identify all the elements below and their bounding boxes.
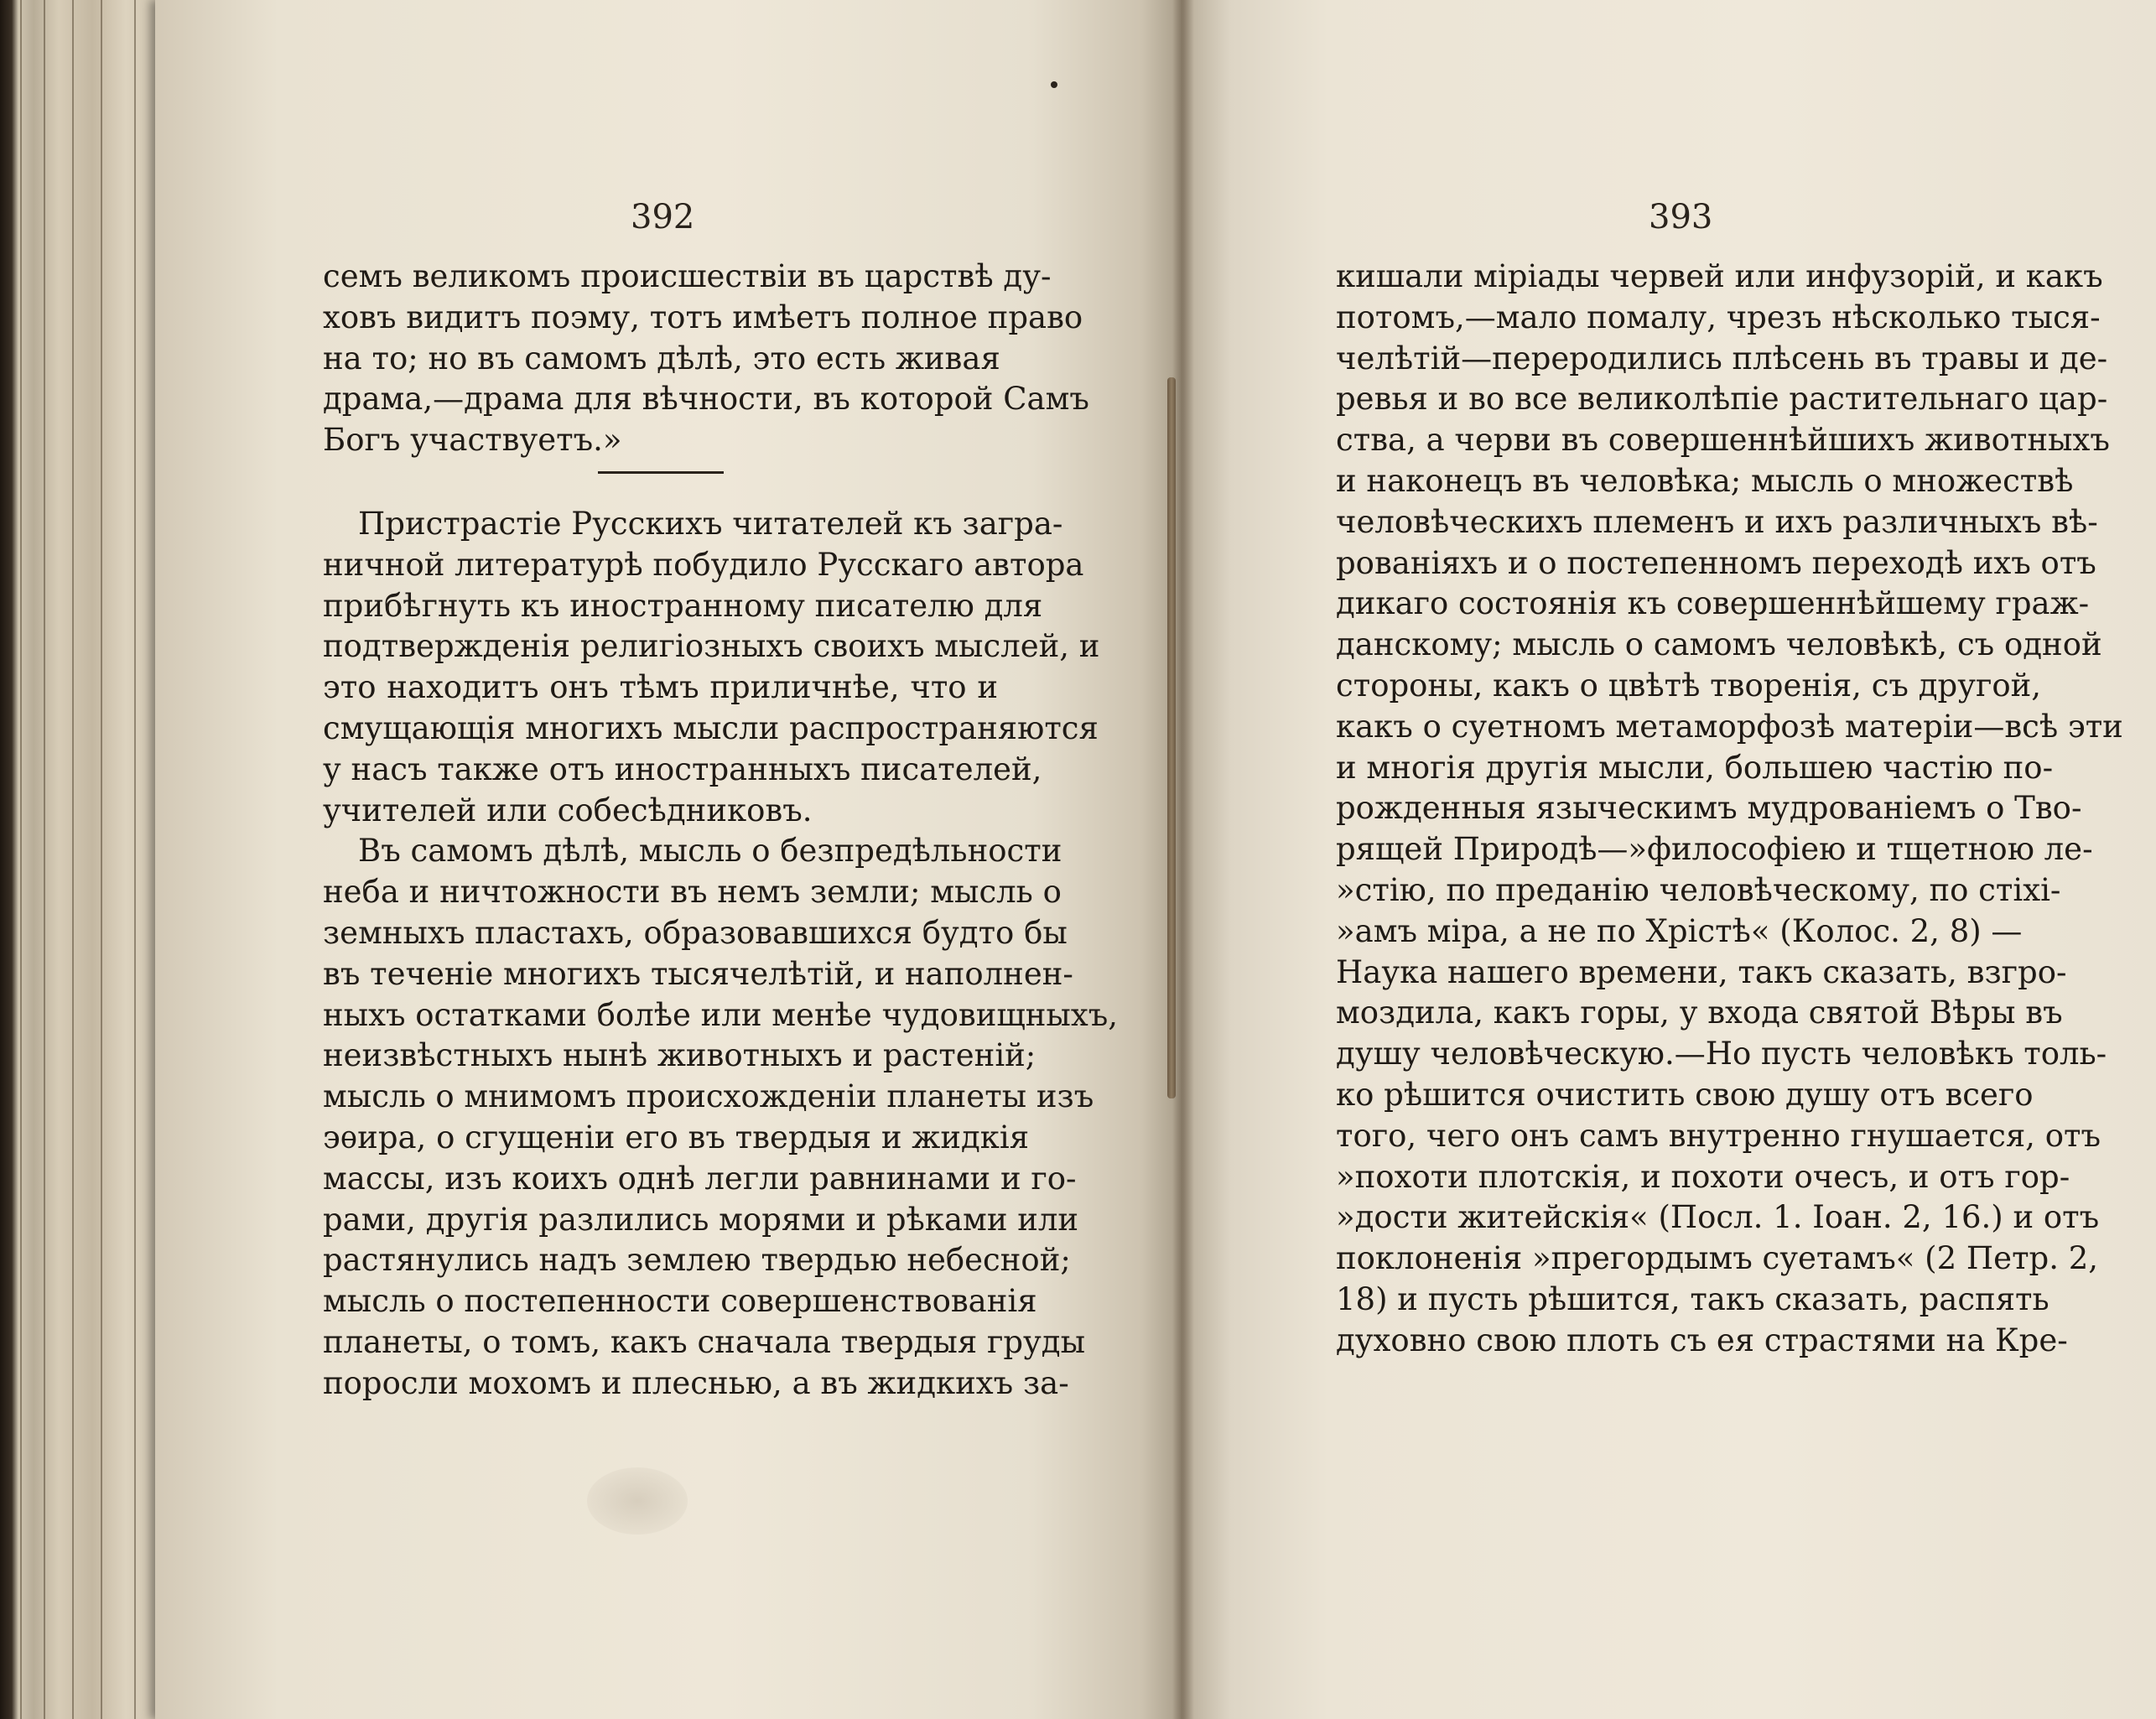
text-line: того, чего онъ самъ внутренно гнушается, отъ (1336, 1117, 2101, 1154)
text-line: мысль о постепенности совершенствованiя (323, 1283, 1037, 1320)
text-line: у насъ также отъ иностранныхъ писателей, (323, 750, 1042, 787)
text-line: 18) и пусть рѣшится, такъ сказать, распять (1336, 1280, 2049, 1317)
text-line: мысль о мнимомъ происхожденiи планеты изъ (323, 1078, 1094, 1115)
section-divider (598, 471, 724, 474)
text-line: рожденныя языческимъ мудрованiемъ о Тво- (1336, 790, 2082, 827)
text-line: человѣческихъ племенъ и ихъ различныхъ вѣ- (1336, 503, 2098, 540)
text-line: поросли мохомъ и плеснью, а въ жидкихъ за- (323, 1364, 1069, 1401)
text-line: и многiя другiя мысли, большею частiю по- (1336, 749, 2054, 786)
text-line: духовно свою плоть съ ея страстями на Кре- (1336, 1322, 2068, 1358)
text-line: ства, а черви въ совершеннѣйшихъ животныхъ (1336, 422, 2110, 459)
right-page-number: 393 (1649, 198, 1713, 236)
text-line: кишали мiрiады червей или инфузорiй, и какъ (1336, 258, 2103, 294)
text-line: рящей Природѣ—»философiею и тщетною ле- (1336, 831, 2093, 868)
text-line: планеты, о томъ, какъ сначала твердыя груды (323, 1323, 1086, 1360)
text-line: ничной литературѣ побудило Русскаго автора (323, 546, 1084, 583)
text-line: драма,—драма для вѣчности, въ которой Самъ (323, 381, 1089, 418)
text-line: ныхъ остатками болѣе или менѣе чудовищныхъ, (323, 996, 1119, 1033)
text-line: ревья и во все великолѣпiе растительнаго цар- (1336, 381, 2108, 418)
text-line: стороны, какъ о цвѣтѣ творенiя, съ другой, (1336, 667, 2042, 704)
right-paragraph (1336, 257, 2123, 1362)
paragraph-2 (323, 504, 1100, 831)
text-line: подтвержденiя религiозныхъ своихъ мыслей, и (323, 628, 1100, 665)
text-line: Въ самомъ дѣлѣ, мысль о безпредѣльности (358, 833, 1062, 870)
text-line: какъ о суетномъ метаморфозѣ матерiи—всѣ эти (1336, 708, 2123, 745)
text-line: рованiяхъ и о постепенномъ переходѣ ихъ отъ (1336, 544, 2096, 581)
right-page-text (1336, 257, 2123, 1362)
text-line: смущающiя многихъ мысли распространяются (323, 709, 1099, 746)
text-line: растянулись надъ землею твердью небесной; (323, 1242, 1071, 1279)
text-line: неба и ничтожности въ немъ земли; мысль о (323, 874, 1062, 911)
text-line: это находитъ онъ тѣмъ приличнѣе, что и (323, 669, 998, 706)
text-line: дикаго состоянiя къ совершеннѣйшему граж- (1336, 585, 2090, 622)
paragraph-3 (323, 831, 1119, 1404)
text-line: прибѣгнуть къ иностранному писателю для (323, 587, 1043, 624)
text-line: Наука нашего времени, такъ сказать, взгро- (1336, 953, 2067, 990)
text-line: на то; но въ самомъ дѣлѣ, это есть живая (323, 340, 1000, 377)
left-page-number: 392 (631, 198, 695, 236)
text-line: моздила, какъ горы, у входа святой Вѣры въ (1336, 995, 2063, 1031)
text-line: Богъ участвуетъ.» (323, 422, 622, 459)
text-line: »похоти плотскiя, и похоти очесъ, и отъ гор- (1336, 1158, 2070, 1195)
text-line: въ теченiе многихъ тысячелѣтiй, и наполнен- (323, 955, 1073, 992)
page-edge-stack (0, 0, 159, 1719)
text-line: »дости житейскiя« (Посл. 1. Iоан. 2, 16.) и отъ (1336, 1199, 2100, 1236)
paper-stain (587, 1467, 688, 1535)
text-line: челѣтiй—переродились плѣсень въ травы и де- (1336, 340, 2108, 377)
text-line: душу человѣческую.—Но пусть человѣкъ толь- (1336, 1036, 2107, 1072)
text-line: массы, изъ коихъ однѣ легли равнинами и го- (323, 1160, 1077, 1197)
text-line: семъ великомъ происшествiи въ царствѣ ду- (323, 258, 1052, 294)
text-line: и наконецъ въ человѣка; мысль о множествѣ (1336, 462, 2074, 499)
paragraph-1 (323, 257, 1089, 461)
left-page-text (323, 257, 1119, 1405)
text-line: ко рѣшится очистить свою душу отъ всего (1336, 1076, 2034, 1113)
text-line: эѳира, о сгущенiи его въ твердыя и жидкiя (323, 1119, 1030, 1156)
spine-shadow (1167, 377, 1176, 1098)
text-line: неизвѣстныхъ нынѣ животныхъ и растенiй; (323, 1037, 1036, 1074)
text-line: рами, другiя разлились морями и рѣками или (323, 1201, 1079, 1238)
text-line: земныхъ пластахъ, образовавшихся будто бы (323, 914, 1068, 951)
text-line: поклоненiя »прегордымъ суетамъ« (2 Петр. 2, (1336, 1240, 2099, 1277)
text-line: »амъ мiра, а не по Хрiстѣ« (Колос. 2, 8) — (1336, 912, 2023, 949)
text-line: ховъ видитъ поэму, тотъ имѣетъ полное право (323, 299, 1083, 335)
ink-dot (1051, 81, 1057, 88)
text-line: данскому; мысль о самомъ человѣкѣ, съ одной (1336, 626, 2102, 663)
text-line: »стiю, по преданiю человѣческому, по стiхi- (1336, 871, 2061, 908)
text-line: Пристрастiе Русскихъ читателей къ загра- (358, 505, 1063, 542)
text-line: потомъ,—мало помалу, чрезъ нѣсколько тыся- (1336, 299, 2101, 335)
text-line: учителей или собесѣдниковъ. (323, 792, 813, 828)
